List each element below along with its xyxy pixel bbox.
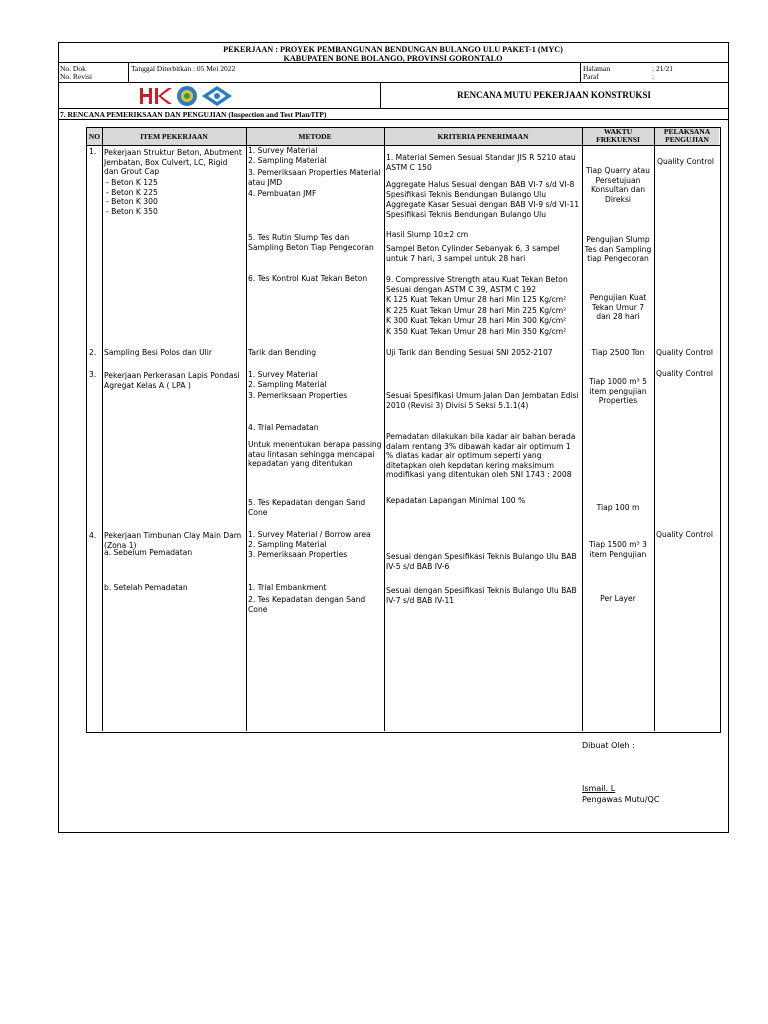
- metode-item: 2. Sampling Material: [248, 540, 327, 549]
- waktu-item: Per Layer: [600, 594, 636, 603]
- pelaksana-item: Quality Control: [656, 530, 713, 539]
- kriteria-item: 9. Compressive Strength atau Kuat Tekan Beton Sesuai dengan ASTM C 39, ASTM C 192: [386, 275, 568, 294]
- item-description: Pekerjaan Perkerasan Lapis Pondasi Agregat Kelas A ( LPA ): [104, 371, 240, 390]
- item-description: Sampling Besi Polos dan Ulir: [104, 348, 212, 357]
- metode-item: 6. Tes Kontrol Kuat Tekan Beton: [248, 274, 368, 283]
- halaman-value: : 21/21: [652, 64, 674, 73]
- column-header-metode: METODE: [298, 132, 332, 141]
- waktu-item: Tiap 1000 m³ 5 item pengujian Properties: [589, 377, 647, 406]
- circular-emblem-logo: [176, 85, 198, 107]
- logo-group: [138, 84, 238, 108]
- item-description: Pekerjaan Timbunan Clay Main Dam (Zona 1): [104, 531, 242, 550]
- tanggal-diterbitkan: Tanggal Diterbitkan : 05 Mei 2022: [131, 64, 236, 73]
- row-number: 4.: [89, 531, 97, 540]
- metode-item: 2. Sampling Material: [248, 156, 327, 165]
- metode-item: 1. Survey Material / Borrow area: [248, 530, 371, 539]
- document-title: RENCANA MUTU PEKERJAAN KONSTRUKSI: [457, 90, 651, 100]
- kriteria-item: Aggregate Halus Sesuai dengan BAB VI-7 s/d VI-8 Spesifikasi Teknis Bendungan Bulango Ulu: [386, 180, 575, 199]
- metode-item: 1. Survey Material: [248, 146, 318, 155]
- waktu-item: Tiap 2500 Ton: [591, 348, 645, 357]
- kuat-tekan-item: K 225 Kuat Tekan Umur 28 hari Min 225 Kg/cm²: [386, 305, 567, 315]
- column-header-kriteria: KRITERIA PENERIMAAN: [437, 132, 529, 141]
- metode-item: 4. Trial Pemadatan: [248, 423, 319, 432]
- kriteria-item: Sesuai Spesifikasi Umum Jalan Dan Jembatan Edisi 2010 (Revisi 3) Divisi 5 Seksi 5.1.1(4): [386, 391, 579, 410]
- column-header-pelaksana: PELAKSANA PENGUJIAN: [663, 127, 711, 144]
- metode-item: 5. Tes Kepadatan dengan Sand Cone: [248, 498, 366, 517]
- hk-logo: [138, 85, 174, 107]
- signatory-name: Ismail. L: [582, 784, 616, 793]
- diamond-emblem-logo: [201, 85, 233, 107]
- item-description: Pekerjaan Struktur Beton, Abutment Jembatan, Box Culvert, LC, Rigid dan Grout Cap: [104, 148, 242, 177]
- row-number: 1.: [89, 147, 97, 156]
- project-title: [58, 45, 728, 63]
- metode-item: 2. Sampling Material: [248, 380, 327, 389]
- kriteria-item: Sesuai dengan Spesifikasi Teknis Bulango Ulu BAB IV-7 s/d BAB IV-11: [386, 586, 577, 605]
- kriteria-item: 1. Material Semen Sesuai Standar JIS R 5210 atau ASTM C 150: [386, 153, 576, 172]
- no-revisi-label: No. Revisi: [60, 72, 93, 81]
- column-header-waktu: WAKTU FREKUENSI: [596, 127, 640, 144]
- beton-grade: - Beton K 350: [106, 206, 158, 216]
- kriteria-item: Sampel Beton Cylinder Sebanyak 6, 3 sampel untuk 7 hari, 3 sampel untuk 28 hari: [386, 244, 560, 263]
- kriteria-item: Kepadatan Lapangan Minimal 100 %: [386, 496, 526, 505]
- metode-item: 2. Tes Kepadatan dengan Sand Cone: [248, 595, 366, 614]
- row-number: 2.: [89, 348, 97, 357]
- pelaksana-item: Quality Control: [656, 348, 713, 357]
- kriteria-item: Aggregate Kasar Sesuai dengan BAB VI-9 s/d VI-11 Spesifikasi Teknis Bendungan Bulango Ulu: [386, 200, 580, 219]
- beton-grade: - Beton K 125: [106, 178, 158, 187]
- project-line-1: PEKERJAAN : PROYEK PEMBANGUNAN BENDUNGAN BULANGO ULU PAKET-1 (MYC): [223, 45, 563, 54]
- kuat-tekan-item: K 300 Kuat Tekan Umur 28 hari Min 300 Kg/cm²: [386, 316, 567, 325]
- row-number: 3.: [89, 370, 97, 379]
- column-header-item: ITEM PEKERJAAN: [140, 132, 208, 141]
- paraf-label: Paraf: [583, 72, 599, 81]
- waktu-item: Tiap 100 m: [596, 503, 640, 512]
- sub-item: b. Setelah Pemadatan: [104, 583, 188, 592]
- metode-item: 4. Pembuatan JMF: [248, 189, 317, 198]
- kuat-tekan-item: K 350 Kuat Tekan Umur 28 hari Min 350 Kg/cm²: [386, 326, 567, 336]
- kuat-tekan-item: K 125 Kuat Tekan Umur 28 hari Min 125 Kg/cm²: [386, 295, 567, 304]
- section-title: 7. RENCANA PEMERIKSAAN DAN PENGUJIAN (Inspection and Test Plan/ITP): [60, 110, 327, 119]
- halaman-label: Halaman: [583, 64, 611, 73]
- waktu-item: Tiap 1500 m³ 3 item Pengujian: [589, 540, 647, 559]
- beton-grade: - Beton K 225: [106, 187, 158, 197]
- kuat-tekan-list: [386, 295, 580, 337]
- metode-item: 3. Pemeriksaan Properties: [248, 550, 348, 559]
- beton-list: [106, 178, 226, 216]
- metode-item: 3. Pemeriksaan Properties: [248, 391, 348, 400]
- metode-item: Untuk menentukan berapa passing atau lintasan sehingga mencapai kepadatan yang ditentukan: [248, 440, 382, 469]
- pelaksana-item: Quality Control: [657, 157, 714, 166]
- kriteria-item: Hasil Slump 10±2 cm: [386, 230, 469, 239]
- beton-grade: - Beton K 300: [106, 197, 158, 207]
- kriteria-item: Uji Tarik dan Bending Sesuai SNI 2052-2107: [386, 348, 553, 357]
- kriteria-item: Pemadatan dilakukan bila kadar air bahan berada dalam rentang 3% dibawah kadar air optimum 1 % diatas kadar air optimum seperti yang ditetapkan oleh kepdatan kering maksimum modifikasi yang ditentukan oleh SNI 1743 : 2008: [386, 432, 576, 480]
- signatory-role: Pengawas Mutu/QC: [582, 795, 660, 804]
- no-dok-label: No. Dok: [60, 64, 86, 73]
- metode-item: 1. Survey Material: [248, 370, 318, 379]
- waktu-item: Tiap Quarry atau Persetujuan Konsultan dan Direksi: [586, 166, 650, 204]
- kriteria-item: Sesuai dengan Spesifikasi Teknis Bulango Ulu BAB IV-5 s/d BAB IV-6: [386, 552, 577, 571]
- metode-item: Tarik dan Bending: [248, 348, 317, 357]
- sub-item: a. Sebelum Pemadatan: [104, 548, 193, 557]
- waktu-item: Pengujian Slump Tes dan Sampling tiap Pengecoran: [584, 235, 652, 264]
- column-header-no: NO: [88, 132, 101, 141]
- metode-item: 5. Tes Rutin Slump Tes dan Sampling Beton Tiap Pengecoran: [248, 233, 374, 252]
- project-line-2: KABUPATEN BONE BOLANGO, PROVINSI GORONTALO: [283, 54, 503, 63]
- paraf-value: :: [652, 72, 655, 81]
- pelaksana-item: Quality Control: [656, 369, 713, 378]
- dibuat-oleh-label: Dibuat Oleh :: [582, 741, 635, 750]
- metode-item: 1. Trial Embankment: [248, 583, 327, 592]
- metode-item: 3. Pemeriksaan Properties Material atau JMD: [248, 168, 381, 187]
- waktu-item: Pengujian Kuat Tekan Umur 7 dan 28 hari: [589, 293, 647, 322]
